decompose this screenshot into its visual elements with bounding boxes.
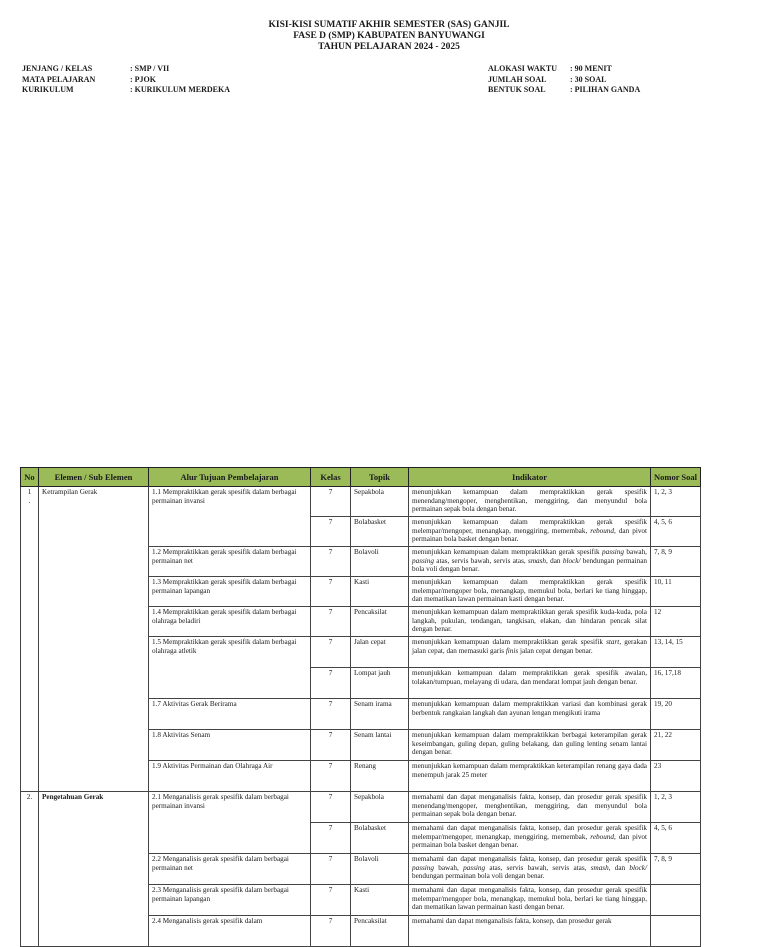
cell-indikator: menunjukkan kemampuan dalam mempraktikkan variasi dan kombinasi gerak berbentuk rangkaian langkah dan ayunan lengan mengikuti irama (409, 699, 651, 730)
meta-row (488, 85, 640, 96)
cell-indikator: menunjukkan kemampuan dalam mempraktikkan keterampilan renang gaya dada menempuh jarak 25 meter (409, 761, 651, 792)
cell-nomor-soal: 19, 20 (651, 699, 701, 730)
cell-atp: 1.7 Aktivitas Gerak Berirama (149, 699, 311, 730)
cell-nomor-soal: 7, 8, 9 (651, 547, 701, 577)
cell-atp: 2.4 Menganalisis gerak spesifik dalam (149, 916, 311, 947)
header-atp: Alur Tujuan Pembelajaran (149, 468, 311, 487)
meta-row (488, 75, 640, 86)
cell-indikator: menunjukkan kemampuan dalam mempraktikkan berbagai keterampilan gerak keseimbangan, guling depan, guling belakang, dan guling lenting senam lantai dengan benar. (409, 730, 651, 761)
cell-topik: Pencaksilat (351, 607, 409, 637)
cell-kelas: 7 (311, 761, 351, 792)
cell-topik: Bolabasket (351, 517, 409, 547)
meta-value: : KURIKULUM MERDEKA (130, 85, 230, 94)
kisi-kisi-table (20, 467, 701, 947)
title-line-3: TAHUN PELAJARAN 2024 - 2025 (318, 42, 460, 52)
meta-key: BENTUK SOAL (488, 85, 546, 94)
cell-topik: Lompat jauh (351, 668, 409, 699)
title-line-1: KISI-KISI SUMATIF AKHIR SEMESTER (SAS) GANJIL (268, 20, 510, 30)
cell-elemen: Ketrampilan Gerak (39, 487, 149, 792)
cell-nomor-soal: 12 (651, 607, 701, 637)
header-kelas: Kelas (311, 468, 351, 487)
cell-atp: 1.4 Mempraktikkan gerak spesifik dalam berbagai olahraga beladiri (149, 607, 311, 637)
cell-nomor-soal: 7, 8, 9 (651, 854, 701, 885)
cell-atp: 2.3 Menganalisis gerak spesifik dalam berbagai permainan lapangan (149, 885, 311, 916)
cell-indikator: menunjukkan kemampuan dalam mempraktikkan gerak spesifik kuda-kuda, pola langkah, pukulan, tendangan, tangkisan, elakan, dan hindaran pencak silat dengan benar. (409, 607, 651, 637)
cell-atp: 1.1 Mempraktikkan gerak spesifik dalam berbagai permainan invansi (149, 487, 311, 547)
cell-kelas: 7 (311, 517, 351, 547)
meta-right (488, 64, 640, 96)
cell-topik: Bolavoli (351, 854, 409, 885)
cell-indikator: memahami dan dapat menganalisis fakta, konsep, dan prosedur gerak spesifik melempar/mengoper, menangkap, menggiring, memembak, rebound, dan pivot permainan bola basket dengan benar. (409, 823, 651, 854)
cell-kelas: 7 (311, 823, 351, 854)
meta-key: JUMLAH SOAL (488, 74, 547, 84)
cell-elemen: Pengetahuan Gerak (39, 792, 149, 947)
cell-topik: Pencaksilat (351, 916, 409, 947)
table-header-row (21, 468, 701, 487)
cell-nomor-soal: 13, 14, 15 (651, 637, 701, 668)
cell-topik: Sepakbola (351, 487, 409, 517)
meta-key: KURIKULUM (22, 85, 74, 94)
cell-kelas: 7 (311, 916, 351, 947)
cell-nomor-soal: 1, 2, 3 (651, 792, 701, 823)
meta-key: MATA PELAJARAN (22, 74, 96, 84)
cell-kelas: 7 (311, 577, 351, 607)
cell-nomor-soal: 21, 22 (651, 730, 701, 761)
cell-atp: 1.5 Mempraktikkan gerak spesifik dalam berbagai olahraga atletik (149, 637, 311, 699)
meta-key: ALOKASI WAKTU (488, 64, 557, 73)
meta-row (488, 64, 640, 75)
cell-atp: 1.9 Aktivitas Permainan dan Olahraga Air (149, 761, 311, 792)
document-title (0, 20, 768, 53)
cell-atp: 1.3 Mempraktikkan gerak spesifik dalam berbagai permainan lapangan (149, 577, 311, 607)
cell-topik: Senam lantai (351, 730, 409, 761)
cell-indikator: menunjukkan kemampuan dalam mempraktikkan gerak spesifik melempar/mengoper bola, menangkap, memukul bola, berlari ke tiang hinggap, dan mematikan lawan permainan kasti dengan benar. (409, 577, 651, 607)
cell-kelas: 7 (311, 547, 351, 577)
table-row (21, 487, 701, 517)
header-no: No (21, 468, 39, 487)
cell-nomor-soal: 16, 17,18 (651, 668, 701, 699)
cell-topik: Bolavoli (351, 547, 409, 577)
cell-indikator: menunjukkan kemampuan dalam mempraktikkan gerak spesifik menendang/mengoper, menghentikan, menggiring, dan menyundul bola permainan sepak bola dengan benar. (409, 487, 651, 517)
cell-nomor-soal: 23 (651, 761, 701, 792)
cell-indikator: menunjukkan kemampuan dalam mempraktikkan gerak spesifik awalan, tolakan/tumpuan, melayang di udara, dan mendarat lompat jauh dengan benar. (409, 668, 651, 699)
cell-nomor-soal: 4, 5, 6 (651, 517, 701, 547)
meta-left (22, 64, 230, 96)
meta-value: : 30 SOAL (570, 74, 607, 84)
cell-topik: Kasti (351, 885, 409, 916)
cell-nomor-soal (651, 885, 701, 916)
meta-key: JENJANG / KELAS (22, 64, 93, 73)
cell-no: 1 . (21, 487, 39, 792)
cell-kelas: 7 (311, 668, 351, 699)
cell-indikator: memahami dan dapat menganalisis fakta, konsep, dan prosedur gerak spesifik passing bawah, passing atas, servis bawah, servis atas, smash, dan block/ bendungan permainan bola voli dengan benar. (409, 854, 651, 885)
meta-row (22, 64, 230, 75)
header-indikator: Indikator (409, 468, 651, 487)
meta-value: : PJOK (130, 74, 156, 84)
meta-row (22, 85, 230, 96)
cell-kelas: 7 (311, 730, 351, 761)
cell-topik: Kasti (351, 577, 409, 607)
cell-atp: 1.2 Mempraktikkan gerak spesifik dalam berbagai permainan net (149, 547, 311, 577)
cell-topik: Sepakbola (351, 792, 409, 823)
cell-indikator: memahami dan dapat menganalisis fakta, konsep, dan prosedur gerak spesifik menendang/mengoper, menghentikan, menggiring, dan menyundul bola permainan sepak bola dengan benar. (409, 792, 651, 823)
cell-topik: Bolabasket (351, 823, 409, 854)
header-elemen: Elemen / Sub Elemen (39, 468, 149, 487)
cell-kelas: 7 (311, 487, 351, 517)
cell-kelas: 7 (311, 699, 351, 730)
cell-nomor-soal: 1, 2, 3 (651, 487, 701, 517)
header-nomor-soal: Nomor Soal (651, 468, 701, 487)
cell-kelas: 7 (311, 885, 351, 916)
meta-row (22, 75, 230, 86)
cell-nomor-soal (651, 916, 701, 947)
cell-nomor-soal: 4, 5, 6 (651, 823, 701, 854)
cell-kelas: 7 (311, 792, 351, 823)
cell-indikator: memahami dan dapat menganalisis fakta, konsep, dan prosedur gerak spesifik melempar/mengoper bola, menangkap, memukul bola, berlari ke tiang hinggap, dan mematikan lawan permainan kasti dengan benar. (409, 885, 651, 916)
cell-topik: Senam irama (351, 699, 409, 730)
cell-atp: 1.8 Aktivitas Senam (149, 730, 311, 761)
meta-value: : PILIHAN GANDA (570, 85, 641, 94)
cell-indikator: memahami dan dapat menganalisis fakta, konsep, dan prosedur gerak (409, 916, 651, 947)
cell-kelas: 7 (311, 607, 351, 637)
cell-atp: 2.2 Menganalisis gerak spesifik dalam berbagai permainan net (149, 854, 311, 885)
header-topik: Topik (351, 468, 409, 487)
cell-indikator: menunjukkan kemampuan dalam mempraktikkan gerak spesifik start, gerakan jalan cepat, dan memasuki garis finis jalan cepat dengan benar. (409, 637, 651, 668)
cell-kelas: 7 (311, 637, 351, 668)
cell-no: 2. (21, 792, 39, 947)
title-line-2: FASE D (SMP) KABUPATEN BANYUWANGI (293, 31, 485, 41)
cell-indikator: menunjukkan kemampuan dalam mempraktikkan gerak spesifik passing bawah, passing atas, servis bawah, servis atas, smash, dan block/ bendungan permainan bola voli dengan benar. (409, 547, 651, 577)
cell-topik: Renang (351, 761, 409, 792)
cell-indikator: menunjukkan kemampuan dalam mempraktikkan gerak spesifik melempar/mengoper, menangkap, menggiring, memembak, rebound, dan pivot permainan bola basket dengan benar. (409, 517, 651, 547)
cell-atp: 2.1 Menganalisis gerak spesifik dalam berbagai permainan invansi (149, 792, 311, 854)
table-body (21, 487, 701, 947)
meta-value: : SMP / VII (130, 64, 170, 73)
meta-value: : 90 MENIT (570, 64, 612, 73)
cell-kelas: 7 (311, 854, 351, 885)
cell-topik: Jalan cepat (351, 637, 409, 668)
cell-nomor-soal: 10, 11 (651, 577, 701, 607)
table-row (21, 792, 701, 823)
